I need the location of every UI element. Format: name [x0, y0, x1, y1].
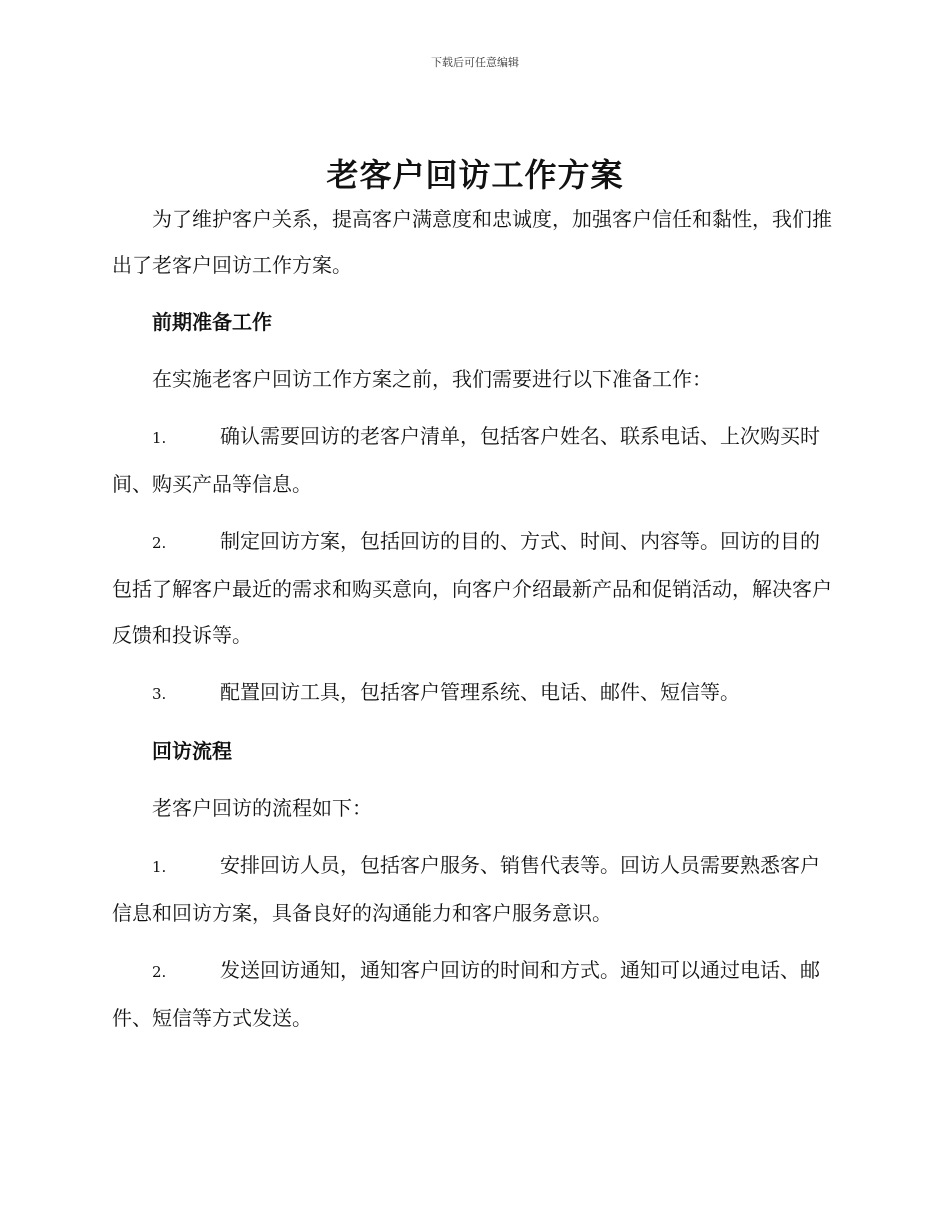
list-item	[112, 947, 836, 1041]
list-item-text: 发送回访通知，通知客户回访的时间和方式。通知可以通过电话、邮件、短信等方式发送。	[112, 958, 820, 1030]
list-item-text: 制定回访方案，包括回访的目的、方式、时间、内容等。回访的目的包括了解客户最近的需求和购买意向，向客户介绍最新产品和促销活动，解决客户反馈和投诉等。	[112, 529, 832, 647]
list-item-text: 确认需要回访的老客户清单，包括客户姓名、联系电话、上次购买时间、购买产品等信息。	[112, 424, 820, 496]
section-heading-preparation: 前期准备工作	[152, 310, 272, 334]
intro-paragraph: 为了维护客户关系，提高客户满意度和忠诚度，加强客户信任和黏性，我们推出了老客户回访工作方案。	[112, 207, 832, 277]
section-lead-preparation: 在实施老客户回访工作方案之前，我们需要进行以下准备工作：	[152, 367, 712, 391]
list-item-number: 1.	[152, 858, 167, 876]
list-item-number: 3.	[152, 685, 167, 703]
list-item-number: 2.	[152, 963, 167, 981]
document-title: 老客户回访工作方案	[326, 156, 624, 194]
list-item-text: 配置回访工具，包括客户管理系统、电话、邮件、短信等。	[220, 680, 740, 704]
list-item	[112, 413, 836, 507]
section-heading-process: 回访流程	[152, 739, 232, 763]
list-item-number: 2.	[152, 534, 167, 552]
list-item	[112, 518, 836, 658]
list-item	[112, 842, 836, 936]
list-item-number: 1.	[152, 429, 167, 447]
header-note: 下载后可任意编辑	[431, 56, 519, 69]
document-body	[112, 196, 836, 1052]
section-lead-process: 老客户回访的流程如下：	[152, 796, 372, 820]
list-item	[112, 669, 836, 717]
list-item-text: 安排回访人员，包括客户服务、销售代表等。回访人员需要熟悉客户信息和回访方案，具备良好的沟通能力和客户服务意识。	[112, 853, 820, 925]
